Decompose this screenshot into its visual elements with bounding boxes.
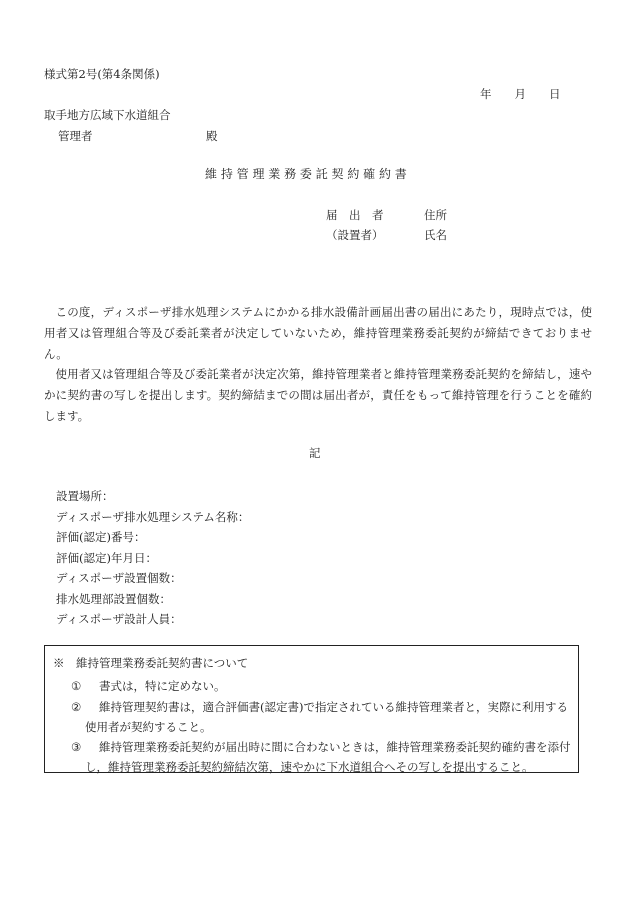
note-1-number: ①	[71, 679, 82, 693]
note-2	[71, 697, 571, 737]
note-2-number: ②	[71, 700, 82, 714]
applicant-label: 届 出 者	[326, 208, 384, 222]
item-certification-date: 評価(認定)年月日：	[56, 550, 157, 565]
ki-heading: 記	[309, 446, 321, 460]
note-3-text: 維持管理業務委託契約が届出時に間に合わないときは，維持管理業務委託契約確約書を添付し，維持管理業務委託契約締結次第，速やかに下水道組合へその写しを提出すること。	[85, 740, 571, 774]
item-install-location: 設置場所：	[56, 489, 114, 503]
item-treatment-unit-count: 排水処理部設置個数：	[56, 591, 171, 606]
addressee-title: 管理者	[58, 129, 93, 143]
note-3	[71, 737, 571, 777]
document-title: 維 持 管 理 業 務 委 託 契 約 確 約 書	[205, 167, 407, 181]
item-disposer-count: ディスポーザ設置個数：	[56, 571, 182, 585]
body-paragraph-1: この度，ディスポーザ排水処理システムにかかる排水設備計画届出書の届出にあたり，現時点では，使用者又は管理組合等及び委託業者が決定していないため，維持管理業務委託契約が締結できておりません。	[44, 305, 592, 361]
honorific: 殿	[206, 129, 218, 143]
applicant-label-sub: （設置者）	[326, 228, 384, 242]
note-3-number: ③	[71, 740, 82, 754]
form-number: 様式第2号(第4条関係)	[44, 67, 160, 81]
body-paragraph-2: 使用者又は管理組合等及び委託業者が決定次第，維持管理業者と維持管理業務委託契約を締結し，速やかに契約書の写しを提出します。契約締結までの間は届出者が，責任をもって維持管理を行うことを確約します。	[44, 367, 592, 423]
note-1	[71, 676, 571, 696]
item-certification-number: 評価(認定)番号：	[56, 530, 146, 544]
note-2-text: 維持管理契約書は，適合評価書(認定書)で指定されている維持管理業者と，実際に利用する使用者が契約すること。	[85, 700, 568, 734]
note-1-text: 書式は，特に定めない。	[99, 679, 226, 693]
notes-title: ※ 維持管理業務委託契約書について	[53, 656, 249, 670]
item-design-persons: ディスポーザ設計人員：	[56, 612, 182, 626]
date-line: 年 月 日	[480, 87, 561, 101]
addressee-org: 取手地方広域下水道組合	[44, 108, 171, 122]
item-list	[56, 486, 249, 630]
notes-box	[44, 645, 579, 773]
item-system-name: ディスポーザ排水処理システム名称：	[56, 509, 250, 524]
name-label: 氏名	[424, 228, 447, 242]
address-label: 住所	[424, 208, 447, 222]
